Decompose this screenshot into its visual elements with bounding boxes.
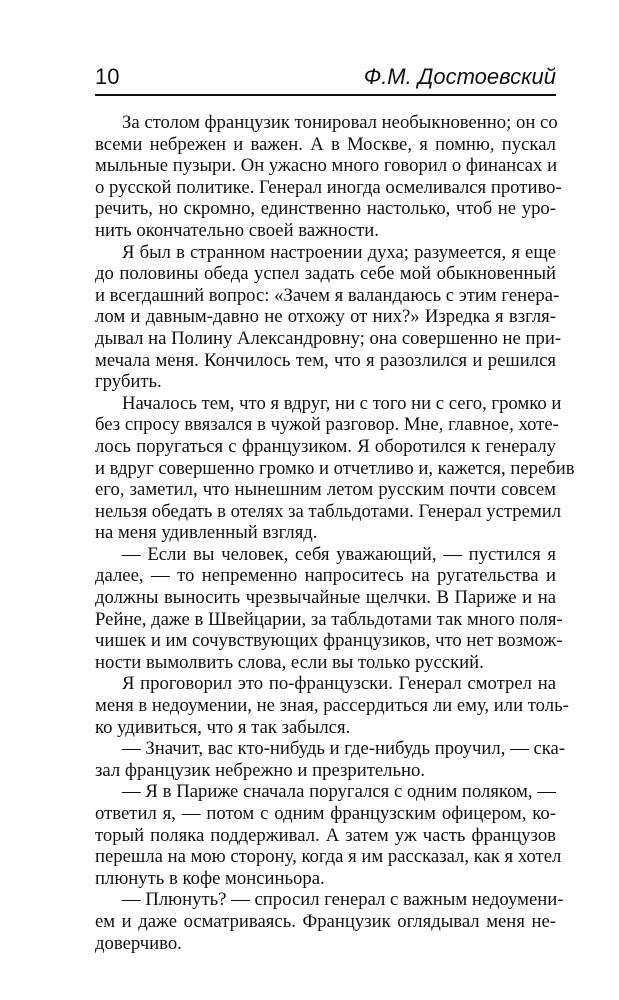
text-line: ем и даже осматриваясь. Французик оглядывал меня не-	[95, 910, 556, 932]
paragraph	[95, 738, 566, 781]
text-line: — Если вы человек, себя уважающий, — пустился я	[122, 543, 556, 565]
text-line: далее, — то непременно напроситесь на ругательства и	[95, 565, 556, 587]
text-line: грубить.	[95, 371, 162, 393]
text-line: мыльные пузыри. Он ужасно много говорил о финансах и	[95, 155, 558, 177]
text-line: без спросу ввязался в чужой разговор. Мне, главное, хоте-	[95, 414, 559, 436]
text-line: до половины обеда успел задать себе мой обыкновенный	[95, 263, 556, 285]
paragraph	[95, 673, 569, 738]
paragraph	[95, 781, 562, 889]
page-number: 10	[95, 64, 120, 89]
text-line: речить, но скромно, единственно настолько, чтоб не уро-	[95, 198, 556, 220]
text-line: плюнуть в кофе монсиньора.	[95, 867, 325, 889]
text-line: — Значит, вас кто-нибудь и где-нибудь проучил, — ска-	[122, 738, 566, 760]
text-line: и вдруг совершенно громко и отчетливо и, кажется, перебив	[95, 457, 575, 479]
text-line: чишек и им сочувствующих французиков, что нет возмож-	[95, 630, 563, 652]
text-line: Я проговорил это по-французски. Генерал смотрел на	[122, 673, 556, 695]
text-line: меня в недоумении, не зная, рассердиться ли ему, или толь-	[95, 695, 569, 717]
text-line: — Я в Париже сначала поругался с одним поляком, —	[122, 781, 556, 803]
text-line: его, заметил, что нынешним летом русским почти совсем	[95, 479, 556, 501]
text-line: ответил я, — потом с одним французским офицером, ко-	[95, 803, 556, 824]
text-line: нельзя обедать в отелях за табльдотами. Генерал устремил	[95, 500, 562, 522]
text-line: доверчиво.	[95, 932, 182, 954]
text-line: Рейне, даже в Швейцарии, за табльдотами так много поля-	[95, 608, 563, 630]
text-line: Я был в странном настроении духа; разумеется, я еще	[122, 241, 556, 263]
text-line: лом и давным-давно не отхожу от них?» Изредка я взгля-	[95, 306, 556, 328]
text-line: лось поругаться с французиком. Я оборотился к генералу	[95, 435, 556, 457]
header-rule	[95, 94, 556, 96]
text-line: ности вымолвить слова, если вы только русский.	[95, 651, 484, 673]
text-line: За столом французик тонировал необыкновенно; он со	[122, 112, 558, 133]
text-line: перешла на мою сторону, когда я им рассказал, как я хотел	[95, 846, 562, 868]
text-line: на меня удивленный взгляд.	[95, 522, 318, 544]
text-line: торый поляка поддерживал. А затем уж часть французов	[95, 824, 556, 846]
text-line: зал французик небрежно и презрительно.	[95, 759, 426, 781]
text-line: — Плюнуть? — спросил генерал с важным недоумени-	[122, 889, 564, 911]
text-line: мечала меня. Кончилось тем, что я разозлился и решился	[95, 349, 556, 371]
text-line: Началось тем, что я вдруг, ни с того ни с сего, громко и	[122, 392, 562, 414]
running-title: Ф.М. Достоевский	[363, 64, 556, 89]
text-line: дывал на Полину Александровну; она совершенно не при-	[95, 327, 562, 349]
text-line: всеми небрежен и важен. А в Москве, я помню, пускал	[95, 133, 556, 155]
paragraph	[95, 889, 564, 954]
paragraph	[95, 241, 562, 393]
text-line: ко удивиться, что я так забылся.	[95, 716, 351, 738]
page-header	[95, 64, 556, 94]
paragraph	[95, 543, 563, 674]
text-line: нить окончательно своей важности.	[95, 219, 379, 241]
text-line: должны выносить чрезвычайные щелчки. В Париже и на	[95, 587, 556, 609]
paragraph	[95, 392, 575, 544]
text-line: о русской политике. Генерал иногда осмеливался противо-	[95, 176, 562, 198]
paragraph	[95, 112, 562, 242]
body-text	[95, 112, 575, 954]
text-line: и всегдашний вопрос: «Зачем я валандаюсь с этим генера-	[95, 284, 560, 306]
